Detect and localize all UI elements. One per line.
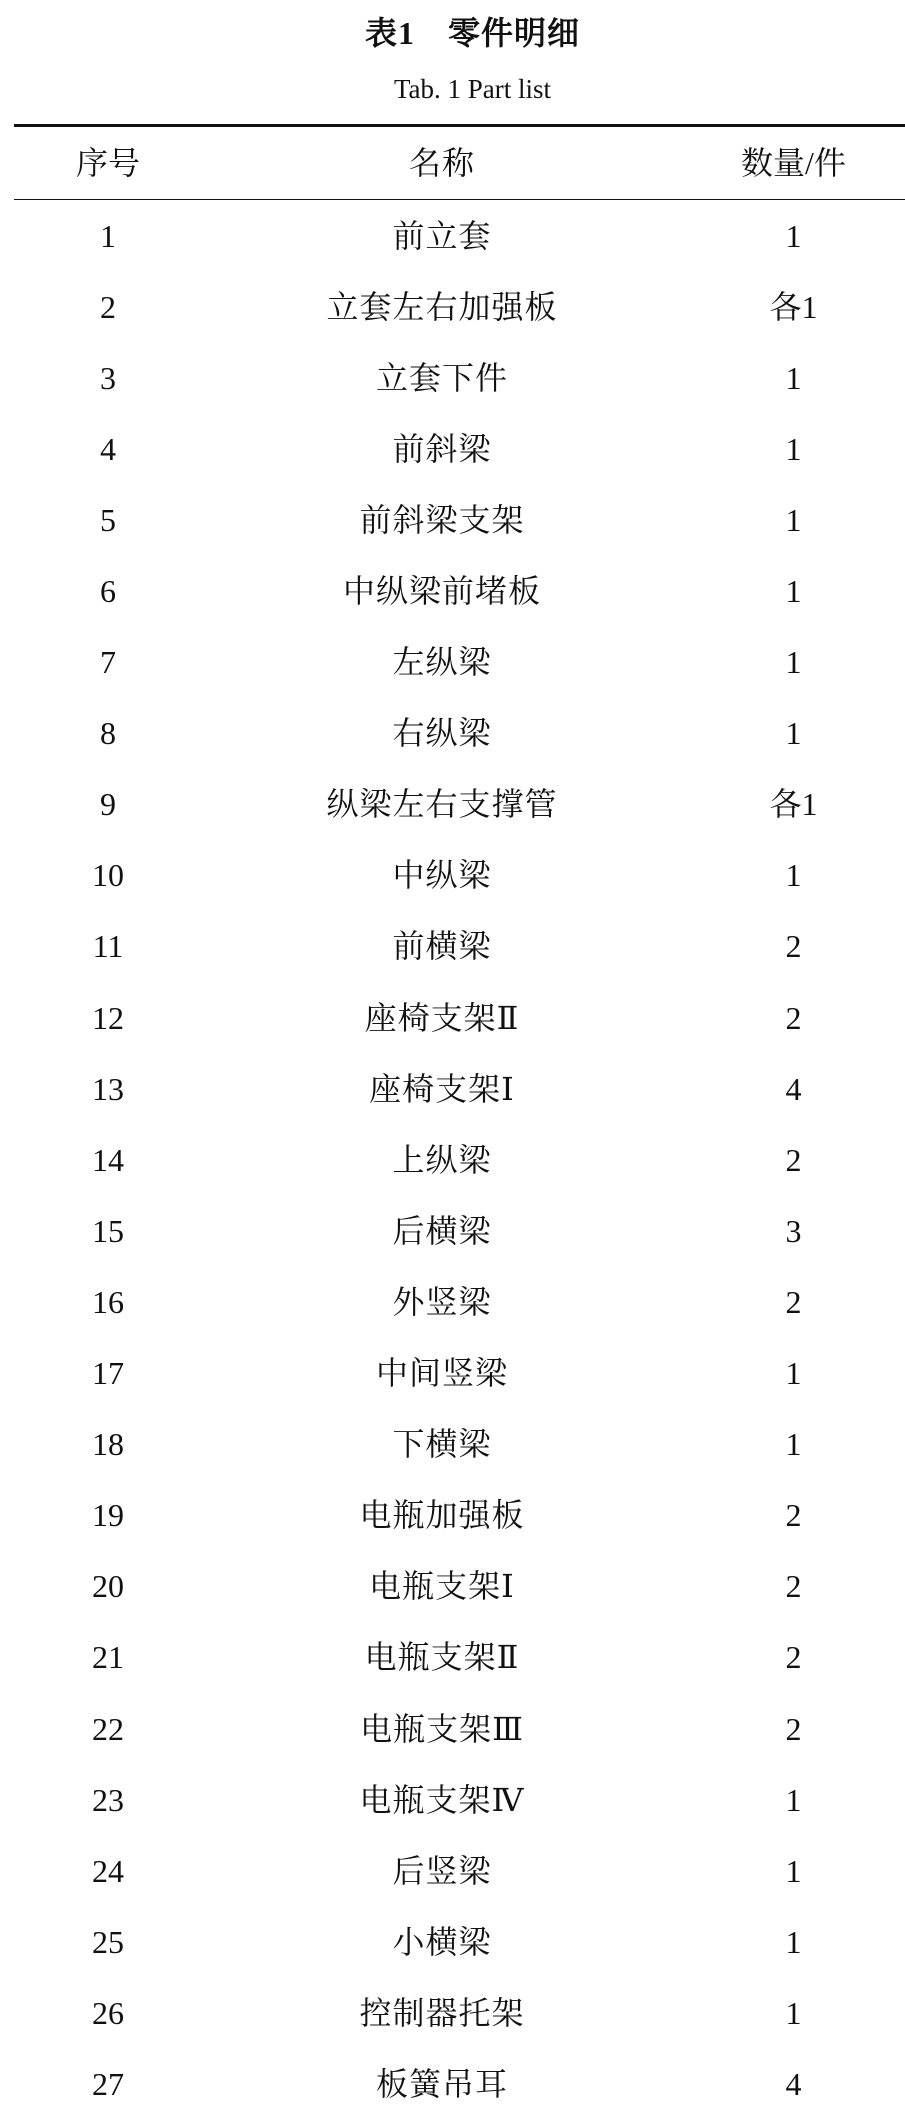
table-row [14,413,905,484]
table-row [14,1409,905,1480]
cell-no: 7 [100,644,116,681]
cell-quantity: 1 [785,1994,802,2031]
cell-name: 中纵梁 [392,857,492,894]
cell-no: 1 [100,217,116,254]
cell-quantity: 各1 [769,786,818,823]
cell-quantity: 4 [785,2065,802,2102]
cell-no: 20 [92,1568,124,1605]
table-row [14,1977,905,2048]
table-row [14,200,905,271]
cell-no: 6 [100,573,116,610]
table-row [14,2048,905,2119]
table-row [14,555,905,626]
cell-quantity: 2 [785,1710,802,1747]
cell-quantity: 2 [785,1497,802,1534]
cell-quantity: 2 [785,999,802,1036]
cell-no: 16 [92,1283,124,1320]
cell-quantity: 1 [785,857,802,894]
cell-no: 11 [92,928,124,965]
cell-no: 10 [92,857,124,894]
table-row [14,1053,905,1124]
cell-quantity: 1 [785,217,802,254]
table-row [14,1551,905,1622]
table-row [14,840,905,911]
cell-quantity: 1 [785,644,802,681]
cell-name: 立套左右加强板 [326,288,558,325]
cell-quantity: 1 [785,430,802,467]
cell-name: 小横梁 [392,1923,492,1960]
cell-no: 21 [92,1639,124,1676]
cell-quantity: 1 [785,1923,802,1960]
cell-name: 外竖梁 [392,1283,492,1320]
cell-name: 座椅支架Ⅰ [369,1070,515,1107]
cell-name: 电瓶支架Ⅲ [360,1710,524,1747]
cell-name: 电瓶加强板 [359,1497,525,1534]
table-row [14,1266,905,1337]
cell-no: 24 [92,1852,124,1889]
table-row [14,1622,905,1693]
table-row [14,484,905,555]
cell-quantity: 1 [785,1852,802,1889]
cell-name: 电瓶支架Ⅳ [359,1781,525,1818]
cell-quantity: 各1 [769,288,818,325]
cell-name: 前立套 [392,217,492,254]
table-row [14,1338,905,1409]
header-name: 名称 [408,145,475,181]
cell-no: 25 [92,1923,124,1960]
cell-name: 座椅支架Ⅱ [364,999,520,1036]
cell-no: 4 [100,430,116,467]
cell-quantity: 1 [785,501,802,538]
cell-no: 2 [100,288,116,325]
cell-name: 电瓶支架Ⅰ [369,1568,515,1605]
cell-quantity: 1 [785,359,802,396]
cell-no: 3 [100,359,116,396]
cell-no: 15 [92,1212,124,1249]
cell-no: 18 [92,1426,124,1463]
cell-name: 纵梁左右支撑管 [326,786,558,823]
cell-quantity: 1 [785,1355,802,1392]
table-row [14,342,905,413]
cell-quantity: 1 [785,573,802,610]
table-row [14,271,905,342]
table-row [14,698,905,769]
cell-name: 中间竖梁 [375,1355,508,1392]
table-caption-subtitle: Tab. 1 Part list [393,74,552,104]
table-row [14,1906,905,1977]
cell-name: 右纵梁 [392,715,492,752]
cell-quantity: 2 [785,1141,802,1178]
cell-no: 9 [100,786,116,823]
cell-name: 下横梁 [392,1426,492,1463]
cell-name: 板簧吊耳 [375,2065,508,2102]
cell-name: 中纵梁前堵板 [342,573,541,610]
cell-name: 上纵梁 [392,1141,492,1178]
cell-no: 17 [92,1355,124,1392]
cell-quantity: 2 [785,1639,802,1676]
cell-name: 左纵梁 [392,644,492,681]
table-row [14,1764,905,1835]
table-caption-title: 表1 零件明细 [364,15,580,51]
cell-no: 19 [92,1497,124,1534]
table-body [14,200,905,2120]
cell-no: 14 [92,1141,124,1178]
cell-name: 后竖梁 [392,1852,492,1889]
cell-quantity: 1 [785,715,802,752]
cell-name: 前斜梁 [392,430,492,467]
table-row [14,982,905,1053]
cell-name: 立套下件 [375,359,508,396]
table-row [14,1835,905,1906]
cell-name: 控制器托架 [359,1994,525,2031]
cell-quantity: 4 [785,1070,802,1107]
cell-no: 23 [92,1781,124,1818]
table-header-row [14,127,905,200]
cell-no: 27 [92,2065,124,2102]
parts-table [14,124,905,2120]
table-row [14,911,905,982]
cell-name: 前斜梁支架 [359,501,525,538]
table-row [14,1480,905,1551]
table-row [14,627,905,698]
cell-name: 前横梁 [392,928,492,965]
table-row [14,769,905,840]
cell-quantity: 2 [785,1568,802,1605]
cell-no: 12 [92,999,124,1036]
table-row [14,1195,905,1266]
cell-no: 22 [92,1710,124,1747]
header-no: 序号 [75,145,140,181]
cell-quantity: 1 [785,1426,802,1463]
table-row [14,1124,905,1195]
cell-quantity: 1 [785,1781,802,1818]
table-row [14,1693,905,1764]
cell-no: 5 [100,501,116,538]
cell-no: 8 [100,715,116,752]
cell-quantity: 2 [785,928,802,965]
cell-quantity: 3 [785,1212,802,1249]
header-quantity: 数量/件 [741,145,846,181]
cell-quantity: 2 [785,1283,802,1320]
cell-no: 26 [92,1994,124,2031]
cell-no: 13 [92,1070,124,1107]
cell-name: 后横梁 [392,1212,492,1249]
cell-name: 电瓶支架Ⅱ [364,1639,520,1676]
